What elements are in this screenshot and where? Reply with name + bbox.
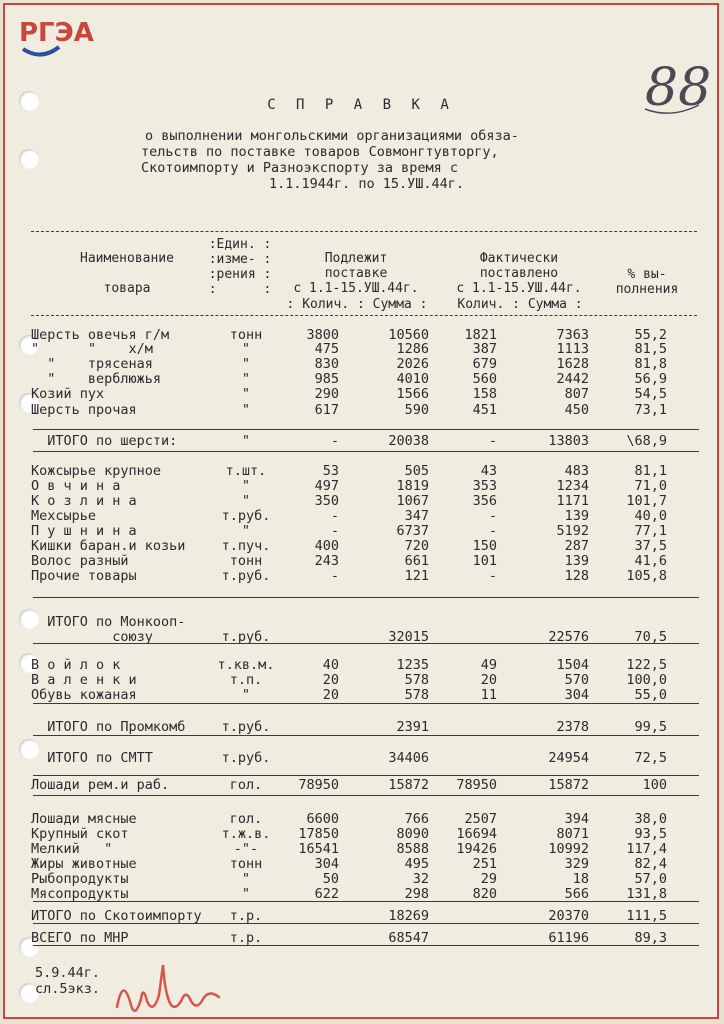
cell-pct: 38,0 <box>634 811 667 827</box>
table-row <box>5 673 721 688</box>
cell-due-qty: 497 <box>314 478 339 494</box>
cell-unit: " <box>241 402 251 418</box>
cell-unit: " <box>241 371 251 387</box>
cell-due-sum: 298 <box>404 886 429 902</box>
rule <box>33 923 699 924</box>
cell-act-qty: 49 <box>480 657 497 673</box>
cell-due-qty: 400 <box>314 538 339 554</box>
rule <box>33 945 699 946</box>
cell-due-sum: 720 <box>404 538 429 554</box>
cell-name: Жиры животные <box>31 856 137 872</box>
cell-pct: 40,0 <box>634 508 667 524</box>
table-row <box>5 494 721 509</box>
cell-unit: -"- <box>233 841 259 857</box>
table-row <box>5 434 721 449</box>
cell-act-qty: 29 <box>480 871 497 887</box>
cell-act-qty: 1821 <box>464 327 497 343</box>
table-row <box>5 357 721 372</box>
cell-name: Лошади мясные <box>31 811 137 827</box>
table-row <box>5 658 721 673</box>
table-row <box>5 569 721 584</box>
cell-name: " " х/м <box>31 341 153 357</box>
cell-act-sum: 18 <box>572 871 589 887</box>
header-bottom-line <box>31 315 697 316</box>
cell-act-sum: 287 <box>564 538 589 554</box>
cell-act-sum: 450 <box>564 402 589 418</box>
header-percent: % вы- полнения <box>615 267 679 297</box>
cell-act-sum: 5192 <box>556 523 589 539</box>
table-row <box>5 931 721 946</box>
cell-name: ИТОГО по Промкомб <box>31 719 186 735</box>
table-row <box>5 857 721 872</box>
cell-due-qty: 622 <box>314 886 339 902</box>
cell-unit: " <box>241 687 251 703</box>
cell-pct: 73,1 <box>634 402 667 418</box>
cell-name: О в ч и н а <box>31 478 121 494</box>
cell-name: Мелкий " <box>31 841 113 857</box>
table-row <box>5 539 721 554</box>
cell-act-qty: 19426 <box>456 841 497 857</box>
cell-act-qty: - <box>488 523 497 539</box>
cell-name: Кожсырье крупное <box>31 463 162 479</box>
cell-act-qty: - <box>488 508 497 524</box>
cell-due-qty: 617 <box>314 402 339 418</box>
cell-name: ИТОГО по Монкооп- <box>31 614 186 630</box>
cell-due-qty: 290 <box>314 386 339 402</box>
cell-unit: тонн <box>229 553 263 569</box>
cell-unit: т.шт. <box>225 463 267 479</box>
handwritten-signature <box>113 955 223 1021</box>
cell-due-sum: 18269 <box>388 908 429 924</box>
archive-logo <box>17 13 94 65</box>
cell-due-sum: 4010 <box>396 371 429 387</box>
table-row <box>5 554 721 569</box>
cell-unit: " <box>241 871 251 887</box>
cell-act-sum: 566 <box>564 886 589 902</box>
rule <box>33 795 699 796</box>
cell-unit: тонн <box>229 327 263 343</box>
cell-act-sum: 15872 <box>548 777 589 793</box>
cell-due-qty: 3800 <box>306 327 339 343</box>
cell-name: Лошади рем.и раб. <box>31 777 170 793</box>
cell-act-qty: 158 <box>472 386 497 402</box>
cell-name: союзу <box>31 629 153 645</box>
subtitle-line-3: Скотоимпорту и Разноэкспорту за время с <box>141 160 458 176</box>
cell-due-qty: 6600 <box>306 811 339 827</box>
cell-due-sum: 766 <box>404 811 429 827</box>
rule <box>33 775 699 776</box>
cell-act-sum: 483 <box>564 463 589 479</box>
cell-due-sum: 495 <box>404 856 429 872</box>
cell-pct: 55,0 <box>634 687 667 703</box>
cell-act-qty: 356 <box>472 493 497 509</box>
cell-unit: " <box>241 433 251 449</box>
cell-unit: т.руб. <box>221 508 271 524</box>
cell-due-qty: - <box>330 508 339 524</box>
header-name: Наименование товара <box>80 251 174 296</box>
cell-act-qty: 2507 <box>464 811 497 827</box>
cell-act-sum: 2378 <box>556 719 589 735</box>
cell-pct: 101,7 <box>626 493 667 509</box>
cell-name: Мехсырье <box>31 508 97 524</box>
cell-due-sum: 1566 <box>396 386 429 402</box>
cell-due-qty: 78950 <box>298 777 339 793</box>
cell-due-qty: 20 <box>322 687 339 703</box>
cell-due-sum: 1235 <box>396 657 429 673</box>
cell-act-qty: 20 <box>480 672 497 688</box>
cell-name: П у ш н и н а <box>31 523 137 539</box>
cell-unit: т.кв.м. <box>217 657 275 673</box>
cell-due-qty: 830 <box>314 356 339 372</box>
header-due: Подлежит поставке с 1.1-15.УШ.44г. <box>293 251 419 296</box>
cell-pct: 122,5 <box>626 657 667 673</box>
cell-unit: т.р. <box>229 908 263 924</box>
cell-due-sum: 347 <box>404 508 429 524</box>
cell-act-sum: 1171 <box>556 493 589 509</box>
logo-text: РГЭА <box>19 18 94 48</box>
cell-pct: 71,0 <box>634 478 667 494</box>
table-row <box>5 372 721 387</box>
cell-pct: 77,1 <box>634 523 667 539</box>
cell-name: Крупный скот <box>31 826 129 842</box>
cell-name: Мясопродукты <box>31 886 129 902</box>
cell-act-sum: 10992 <box>548 841 589 857</box>
cell-due-qty: - <box>330 568 339 584</box>
cell-pct: 81,8 <box>634 356 667 372</box>
cell-unit: т.руб. <box>221 750 271 766</box>
table-row <box>5 464 721 479</box>
cell-act-qty: - <box>488 568 497 584</box>
rule <box>33 643 699 644</box>
cell-pct: 81,1 <box>634 463 667 479</box>
cell-unit: " <box>241 341 251 357</box>
cell-pct: 56,9 <box>634 371 667 387</box>
table-row <box>5 509 721 524</box>
cell-act-sum: 139 <box>564 508 589 524</box>
cell-due-sum: 8090 <box>396 826 429 842</box>
cell-pct: 89,3 <box>634 930 667 946</box>
table-row <box>5 479 721 494</box>
cell-pct: 82,4 <box>634 856 667 872</box>
cell-act-qty: 820 <box>472 886 497 902</box>
cell-due-sum: 2026 <box>396 356 429 372</box>
cell-due-sum: 505 <box>404 463 429 479</box>
cell-act-sum: 570 <box>564 672 589 688</box>
cell-due-qty: 304 <box>314 856 339 872</box>
cell-unit: " <box>241 386 251 402</box>
cell-pct: 57,0 <box>634 871 667 887</box>
cell-pct: 99,5 <box>634 719 667 735</box>
cell-name: Шерсть прочая <box>31 402 137 418</box>
cell-pct: 55,2 <box>634 327 667 343</box>
cell-act-sum: 329 <box>564 856 589 872</box>
cell-act-qty: 78950 <box>456 777 497 793</box>
cell-pct: 131,8 <box>626 886 667 902</box>
cell-unit: " <box>241 478 251 494</box>
cell-name: ИТОГО по Скотоимпорту <box>31 908 202 924</box>
cell-due-qty: 50 <box>322 871 339 887</box>
cell-act-qty: 387 <box>472 341 497 357</box>
cell-due-sum: 661 <box>404 553 429 569</box>
cell-due-qty: - <box>330 523 339 539</box>
header-actual-subcols: Колич. : Сумма : <box>457 297 583 312</box>
cell-act-qty: 679 <box>472 356 497 372</box>
cell-pct: 81,5 <box>634 341 667 357</box>
cell-act-sum: 304 <box>564 687 589 703</box>
cell-name: Козий пух <box>31 386 105 402</box>
cell-act-sum: 13803 <box>548 433 589 449</box>
cell-due-sum: 578 <box>404 687 429 703</box>
cell-act-sum: 139 <box>564 553 589 569</box>
cell-unit: т.руб. <box>221 719 271 735</box>
table-row <box>5 688 721 703</box>
rule <box>33 597 699 598</box>
cell-unit: т.п. <box>229 672 263 688</box>
table-row <box>5 872 721 887</box>
cell-act-qty: 16694 <box>456 826 497 842</box>
table-row <box>5 615 721 630</box>
cell-pct: 111,5 <box>626 908 667 924</box>
cell-act-qty: 560 <box>472 371 497 387</box>
cell-pct: 100 <box>642 777 667 793</box>
table-row <box>5 387 721 402</box>
table-row <box>5 720 721 735</box>
cell-act-sum: 1234 <box>556 478 589 494</box>
cell-due-sum: 2391 <box>396 719 429 735</box>
table-row <box>5 751 721 766</box>
header-unit: :Един. : :изме- : :рения : : : <box>208 237 272 297</box>
table-row <box>5 812 721 827</box>
cell-due-qty: 16541 <box>298 841 339 857</box>
cell-due-qty: 475 <box>314 341 339 357</box>
cell-due-sum: 32015 <box>388 629 429 645</box>
cell-name: ИТОГО по СМТТ <box>31 750 153 766</box>
subtitle-line-1: о выполнении монгольскими организациями обяза- <box>145 128 519 144</box>
cell-act-sum: 1504 <box>556 657 589 673</box>
cell-due-sum: 578 <box>404 672 429 688</box>
table-row <box>5 524 721 539</box>
cell-pct: 117,4 <box>626 841 667 857</box>
cell-name: Прочие товары <box>31 568 137 584</box>
cell-act-sum: 807 <box>564 386 589 402</box>
cell-pct: 105,8 <box>626 568 667 584</box>
table-row <box>5 909 721 924</box>
table-row <box>5 342 721 357</box>
table-row <box>5 778 721 793</box>
cell-name: Волос разный <box>31 553 129 569</box>
punch-hole <box>19 149 39 169</box>
cell-unit: т.руб. <box>221 568 271 584</box>
cell-name: Кишки баран.и козьи <box>31 538 186 554</box>
cell-act-qty: 451 <box>472 402 497 418</box>
cell-due-qty: 20 <box>322 672 339 688</box>
rule <box>33 735 699 736</box>
cell-act-qty: 251 <box>472 856 497 872</box>
cell-due-qty: 350 <box>314 493 339 509</box>
cell-act-qty: 11 <box>480 687 497 703</box>
table-row <box>5 827 721 842</box>
cell-act-sum: 61196 <box>548 930 589 946</box>
rule <box>33 901 699 902</box>
rule <box>33 703 699 704</box>
cell-due-qty: - <box>330 433 339 449</box>
cell-name: Шерсть овечья г/м <box>31 327 170 343</box>
cell-unit: " <box>241 493 251 509</box>
cell-due-sum: 6737 <box>396 523 429 539</box>
cell-due-sum: 32 <box>412 871 429 887</box>
document-title: С П Р А В К А <box>267 97 455 113</box>
cell-due-qty: 243 <box>314 553 339 569</box>
cell-pct: 100,0 <box>626 672 667 688</box>
cell-due-sum: 15872 <box>388 777 429 793</box>
cell-name: В а л е н к и <box>31 672 137 688</box>
document-page <box>3 3 719 1019</box>
cell-due-sum: 20038 <box>388 433 429 449</box>
cell-unit: т.руб. <box>221 629 271 645</box>
cell-act-sum: 22576 <box>548 629 589 645</box>
cell-act-qty: 150 <box>472 538 497 554</box>
cell-name: В о й л о к <box>31 657 121 673</box>
cell-pct: \68,9 <box>626 433 667 449</box>
cell-due-sum: 590 <box>404 402 429 418</box>
cell-due-sum: 8588 <box>396 841 429 857</box>
rule <box>33 429 699 430</box>
cell-due-qty: 40 <box>322 657 339 673</box>
cell-unit: тонн <box>229 856 263 872</box>
cell-act-sum: 2442 <box>556 371 589 387</box>
cell-act-qty: 101 <box>472 553 497 569</box>
archive-page-text: 88 <box>645 58 712 118</box>
cell-unit: " <box>241 886 251 902</box>
table-row <box>5 842 721 857</box>
cell-due-qty: 985 <box>314 371 339 387</box>
cell-due-sum: 1819 <box>396 478 429 494</box>
cell-unit: т.ж.в. <box>221 826 271 842</box>
cell-due-sum: 121 <box>404 568 429 584</box>
cell-due-sum: 68547 <box>388 930 429 946</box>
cell-act-sum: 20370 <box>548 908 589 924</box>
subtitle-line-4: 1.1.1944г. по 15.УШ.44г. <box>269 176 465 192</box>
table-row <box>5 403 721 418</box>
cell-act-qty: - <box>488 433 497 449</box>
cell-pct: 72,5 <box>634 750 667 766</box>
cell-name: Рыбопродукты <box>31 871 129 887</box>
cell-due-qty: 17850 <box>298 826 339 842</box>
cell-unit: гол. <box>229 811 263 827</box>
cell-name: " трясеная <box>31 356 153 372</box>
header-top-line <box>31 231 697 232</box>
cell-name: К о з л и н а <box>31 493 137 509</box>
cell-pct: 93,5 <box>634 826 667 842</box>
cell-due-sum: 1286 <box>396 341 429 357</box>
cell-act-qty: 353 <box>472 478 497 494</box>
header-due-subcols: : Колич. : Сумма : <box>286 297 428 312</box>
cell-due-sum: 10560 <box>388 327 429 343</box>
cell-unit: " <box>241 523 251 539</box>
cell-due-sum: 1067 <box>396 493 429 509</box>
cell-act-sum: 1113 <box>556 341 589 357</box>
cell-unit: гол. <box>229 777 263 793</box>
cell-unit: " <box>241 356 251 372</box>
cell-act-qty: 43 <box>480 463 497 479</box>
cell-act-sum: 8071 <box>556 826 589 842</box>
cell-unit: т.р. <box>229 930 263 946</box>
cell-pct: 54,5 <box>634 386 667 402</box>
cell-act-sum: 394 <box>564 811 589 827</box>
header-actual: Фактически поставлено с 1.1-15.УШ.44г. <box>456 251 582 296</box>
cell-pct: 70,5 <box>634 629 667 645</box>
cell-name: " верблюжья <box>31 371 162 387</box>
cell-act-sum: 7363 <box>556 327 589 343</box>
cell-pct: 41,6 <box>634 553 667 569</box>
table-row <box>5 887 721 902</box>
cell-name: Обувь кожаная <box>31 687 137 703</box>
cell-name: ВСЕГО по МНР <box>31 930 129 946</box>
cell-due-sum: 34406 <box>388 750 429 766</box>
archive-page-number <box>641 45 712 125</box>
cell-act-sum: 24954 <box>548 750 589 766</box>
cell-name: ИТОГО по шерсти: <box>31 433 178 449</box>
cell-pct: 37,5 <box>634 538 667 554</box>
subtitle-line-2: тельств по поставке товаров Совмонгтувторгу, <box>141 144 499 160</box>
cell-act-sum: 128 <box>564 568 589 584</box>
cell-act-sum: 1628 <box>556 356 589 372</box>
cell-unit: т.пуч. <box>221 538 271 554</box>
cell-due-qty: 53 <box>322 463 339 479</box>
rule <box>33 451 699 452</box>
footer-copies: сл.5экз. <box>35 981 101 997</box>
footer-date: 5.9.44г. <box>35 965 101 981</box>
